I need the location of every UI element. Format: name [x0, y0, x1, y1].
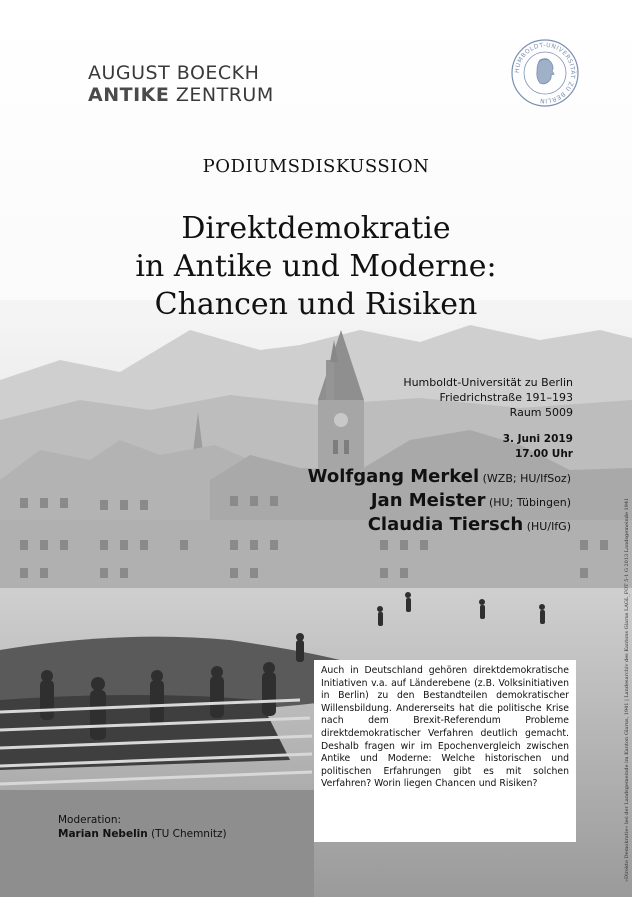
photo-credit: »Direkte Demokratie« bei der Landsgemeinde im Kanton Glarus, 1941 | Landesarchiv des Kantons Glarus LAGL_FOT 5-1 G 2013 Landsgemeinde 1941	[624, 497, 630, 882]
event-title	[0, 210, 632, 324]
speaker-affiliation: (HU/IfG)	[523, 520, 571, 533]
moderator-affiliation: (TU Chemnitz)	[147, 828, 227, 840]
logo-line-2	[88, 84, 274, 106]
venue-line: Raum 5009	[509, 406, 573, 419]
speaker	[308, 466, 571, 490]
speaker	[308, 514, 571, 538]
speaker-name: Wolfgang Merkel	[307, 466, 480, 487]
moderation-info	[58, 813, 227, 841]
speaker-affiliation: (HU; Tübingen)	[485, 496, 571, 509]
speaker-list	[308, 466, 571, 538]
logo-line-2-bold: ANTIKE	[88, 84, 170, 106]
speaker-name: Jan Meister	[370, 490, 486, 511]
seal-text: HUMBOLDT-UNIVERSITÄT ZU BERLIN	[513, 41, 577, 105]
title-line: Direktdemokratie	[181, 211, 451, 246]
logo-line-1: AUGUST BOECKH	[88, 62, 260, 84]
venue-line: Friedrichstraße 191–193	[439, 391, 573, 404]
speaker-affiliation: (WZB; HU/IfSoz)	[479, 472, 571, 485]
title-line: Chancen und Risiken	[154, 287, 478, 322]
moderation-label: Moderation:	[58, 814, 122, 826]
humboldt-university-seal-icon	[510, 38, 580, 108]
venue-line: Humboldt-Universität zu Berlin	[403, 376, 573, 389]
logo-line-2-rest: ZENTRUM	[169, 84, 274, 106]
moderator	[58, 827, 227, 841]
event-date: 3. Juni 2019	[502, 433, 573, 445]
venue-address	[403, 375, 573, 420]
moderator-name: Marian Nebelin	[58, 828, 148, 840]
speaker-name: Claudia Tiersch	[367, 514, 524, 535]
event-datetime	[503, 432, 573, 462]
event-type-heading: PODIUMSDISKUSSION	[202, 156, 430, 177]
august-boeckh-logo	[88, 62, 274, 106]
speaker	[308, 490, 571, 514]
event-time: 17.00 Uhr	[514, 448, 573, 460]
event-description: Auch in Deutschland gehören direktdemokratische Initiativen v.a. auf Länderebene (z.B. Volksinitiativen in Berlin) zu den Bestandteilen demokratischer Willensbildung. Andererseits hat die politische Krise nach dem Brexit-Referendum Probleme direktdemokratischer Verfahren deutlich gemacht. Deshalb fragen wir im Epochenvergleich zwischen Antike und Moderne: Welche historischen und politischen Erfahrungen gibt es mit solchen Verfahren? Worin liegen Chancen und Risiken?	[314, 660, 576, 842]
title-line: in Antike und Moderne:	[135, 249, 497, 284]
